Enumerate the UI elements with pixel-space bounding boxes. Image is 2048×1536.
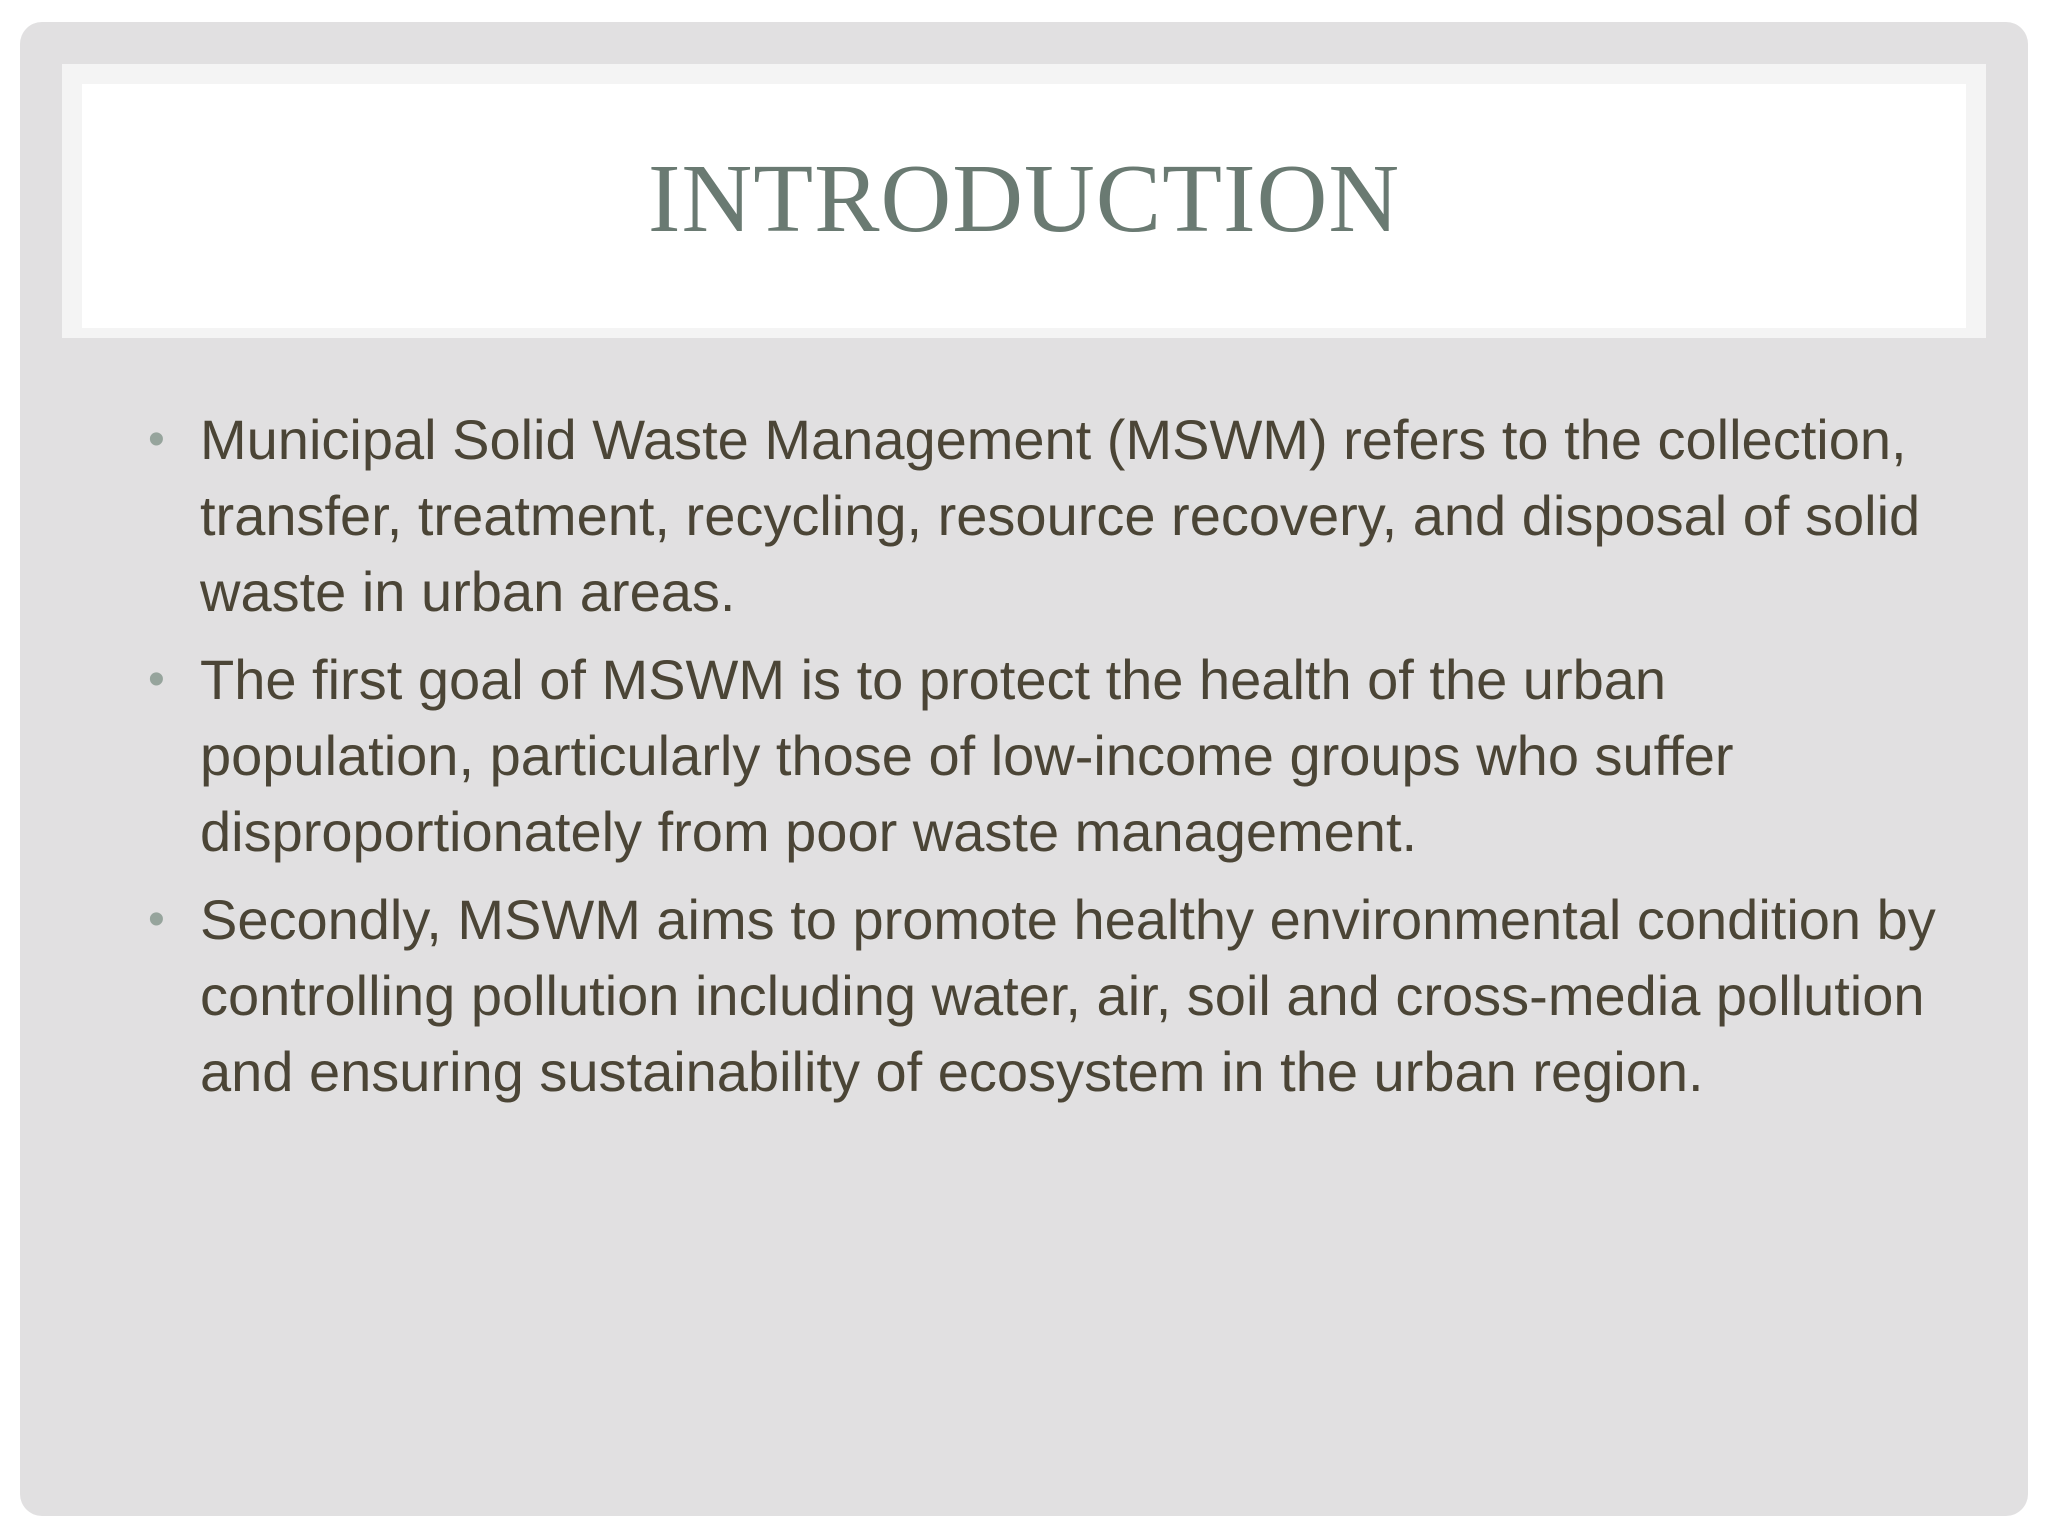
bullet-list: [144, 402, 1944, 1122]
title-box: [82, 84, 1966, 328]
list-item: [144, 882, 1944, 1110]
bullet-icon: •: [148, 893, 165, 946]
bullet-icon: •: [148, 653, 165, 706]
slide: [20, 22, 2028, 1516]
bullet-text: Municipal Solid Waste Management (MSWM) refers to the collection, transfer, treatment, recycling, resource recovery, and disposal of solid waste in urban areas.: [200, 408, 1921, 623]
list-item: [144, 402, 1944, 630]
bullet-icon: •: [148, 413, 165, 466]
bullet-text: The first goal of MSWM is to protect the health of the urban population, particularly those of low-income groups who suffer disproportionately from poor waste management.: [200, 648, 1734, 863]
slide-title: INTRODUCTION: [647, 145, 1401, 253]
bullet-text: Secondly, MSWM aims to promote healthy environmental condition by controlling pollution including water, air, soil and cross-media pollution and ensuring sustainability of ecosystem in the urban region.: [200, 888, 1936, 1103]
list-item: [144, 642, 1944, 870]
